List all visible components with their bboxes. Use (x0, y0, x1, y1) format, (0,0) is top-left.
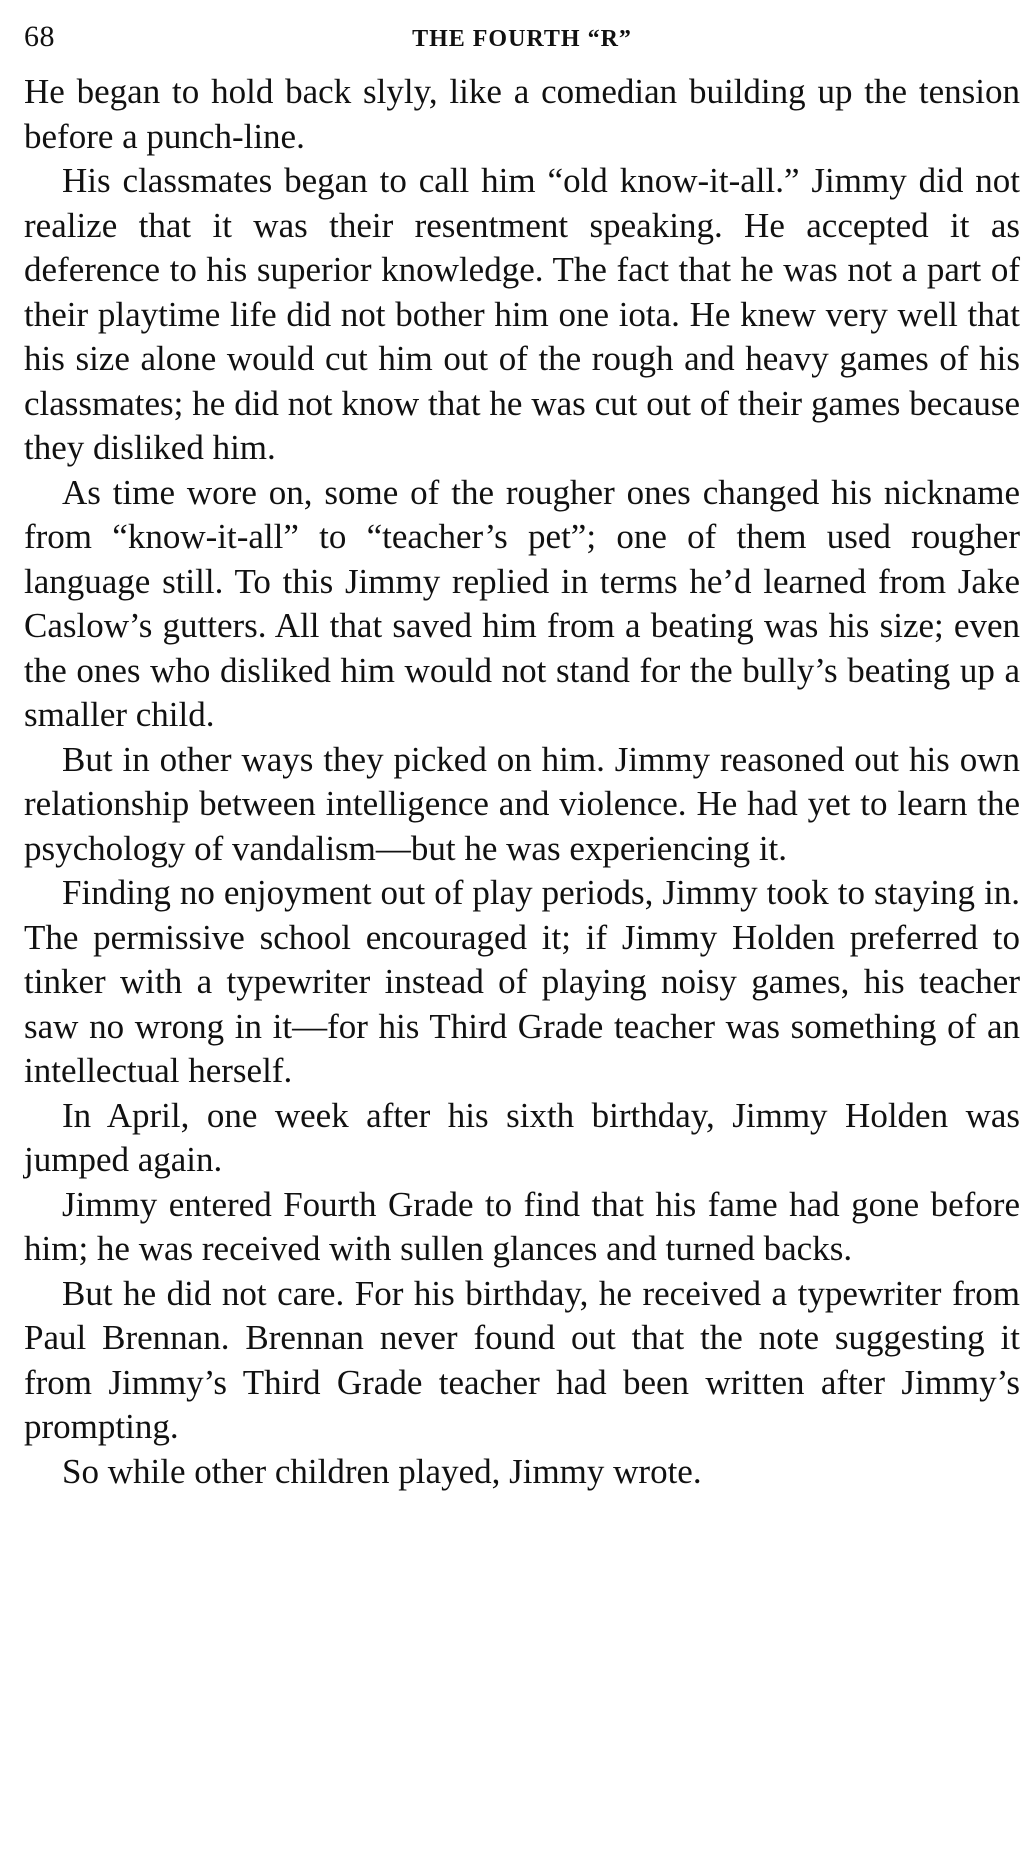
paragraph: He began to hold back slyly, like a comedian building up the tension before a punch-line. (24, 72, 1020, 156)
paragraph: Finding no enjoyment out of play periods, Jimmy took to staying in. The permissive school encouraged it; if Jimmy Holden preferred to tinker with a typewriter instead of playing noisy games, his teacher saw no wrong in it—for his Third Grade teacher was something of an intellectual herself. (24, 873, 1020, 1090)
paragraph: His classmates began to call him “old know-it-all.” Jimmy did not realize that it was their resentment speaking. He accepted it as deference to his superior knowledge. The fact that he was not a part of their playtime life did not bother him one iota. He knew very well that his size alone would cut him out of the rough and heavy games of his classmates; he did not know that he was cut out of their games because they disliked him. (24, 161, 1020, 467)
body-text (24, 70, 1020, 1494)
page-number: 68 (24, 20, 55, 53)
page-header (24, 14, 1020, 70)
book-page (24, 14, 1020, 1494)
paragraph: Jimmy entered Fourth Grade to find that his fame had gone before him; he was received with sullen glances and turned backs. (24, 1184, 1020, 1268)
paragraph: In April, one week after his sixth birthday, Jimmy Holden was jumped again. (24, 1095, 1020, 1179)
paragraph: But in other ways they picked on him. Jimmy reasoned out his own relationship between intelligence and violence. He had yet to learn the psychology of vandalism—but he was experiencing it. (24, 739, 1020, 868)
running-head: THE FOURTH “R” (412, 26, 632, 52)
paragraph: But he did not care. For his birthday, he received a typewriter from Paul Brennan. Brennan never found out that the note suggesting it from Jimmy’s Third Grade teacher had been written after Jimmy’s prompting. (24, 1273, 1020, 1446)
paragraph: So while other children played, Jimmy wrote. (62, 1451, 702, 1491)
paragraph: As time wore on, some of the rougher ones changed his nickname from “know-it-all” to “teacher’s pet”; one of them used rougher language still. To this Jimmy replied in terms he’d learned from Jake Caslow’s gutters. All that saved him from a beating was his size; even the ones who disliked him would not stand for the bully’s beating up a smaller child. (24, 472, 1020, 734)
